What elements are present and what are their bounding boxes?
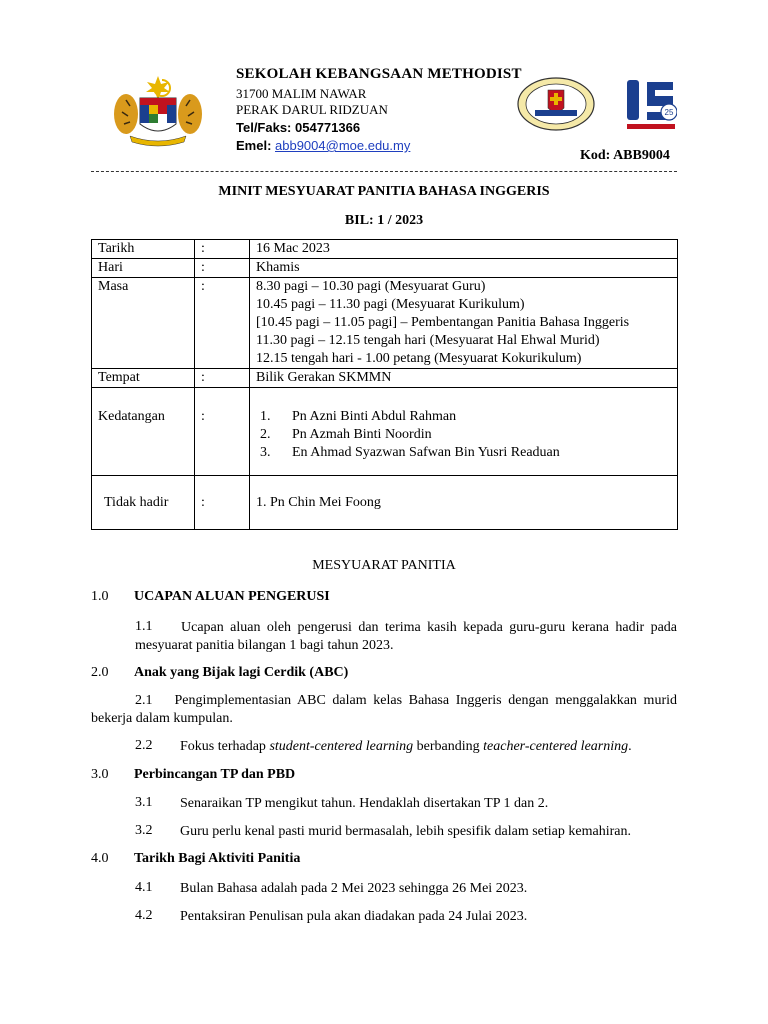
heading-4: Tarikh Bagi Aktiviti Panitia (134, 851, 301, 866)
school-badge-icon (515, 76, 597, 132)
item-1-1: Ucapan aluan oleh pengerusi dan terima kasih kepada guru-guru kerana hadir pada mesyuarat panitia bilangan 1 bagi tahun 2023. (135, 620, 677, 653)
header-divider (91, 171, 677, 172)
email-label: Emel: (236, 138, 276, 153)
colon: : (195, 259, 250, 278)
tarikh-label: Tarikh (92, 240, 195, 259)
list-item: 2. Pn Azmah Binti Noordin (260, 427, 432, 442)
heading-1: UCAPAN ALUAN PENGERUSI (134, 589, 330, 604)
section-title: MESYUARAT PANITIA (312, 558, 456, 573)
document-title: MINIT MESYUARAT PANITIA BAHASA INGGERIS (218, 184, 550, 199)
list-item: 3. En Ahmad Syazwan Safwan Bin Yusri Readuan (260, 445, 560, 460)
table-row (92, 476, 678, 530)
table-row (92, 259, 678, 278)
table-row (92, 369, 678, 388)
tel-fax: Tel/Faks: 054771366 (236, 120, 361, 135)
item-4-1: Bulan Bahasa adalah pada 2 Mei 2023 sehingga 26 Mei 2023. (180, 881, 528, 896)
tempat-label: Tempat (92, 369, 195, 388)
email-link[interactable]: abb9004@moe.edu.my (275, 138, 411, 153)
school-code: Kod: ABB9004 (580, 148, 670, 163)
tempat-value: Bilik Gerakan SKMMN (250, 369, 678, 388)
school-name: SEKOLAH KEBANGSAAN METHODIST (236, 66, 522, 82)
address-line-1: 31700 MALIM NAWAR (236, 86, 367, 101)
hari-label: Hari (92, 259, 195, 278)
table-row (92, 388, 678, 476)
kedatangan-value (250, 388, 678, 476)
table-row (92, 278, 678, 369)
item-2-2: Fokus terhadap student-centered learning berbanding teacher-centered learning. (180, 739, 632, 754)
masa-line: 10.45 pagi – 11.30 pagi (Mesyuarat Kurikulum) (256, 297, 525, 312)
item-4-2: Pentaksiran Penulisan pula akan diadakan pada 24 Julai 2023. (180, 909, 528, 924)
colon: : (195, 388, 250, 476)
item-3-2: Guru perlu kenal pasti murid bermasalah, lebih spesifik dalam setiap kemahiran. (180, 824, 631, 839)
colon: : (195, 476, 250, 530)
masa-line: [10.45 pagi – 11.05 pagi] – Pembentangan Panitia Bahasa Inggeris (256, 315, 630, 330)
tidak-hadir-label: Tidak hadir (92, 476, 195, 530)
list-item: 1. Pn Azni Binti Abdul Rahman (260, 409, 457, 424)
coat-of-arms-icon (112, 74, 204, 148)
tidak-hadir-value: 1. Pn Chin Mei Foong (250, 476, 678, 530)
table-row (92, 240, 678, 259)
address-line-2: PERAK DARUL RIDZUAN (236, 102, 388, 117)
heading-2: Anak yang Bijak lagi Cerdik (ABC) (134, 665, 349, 680)
masa-value (250, 278, 678, 369)
ministry-logo-icon (625, 76, 677, 132)
heading-number: 2.0 (91, 665, 109, 680)
masa-line: 12.15 tengah hari - 1.00 petang (Mesyuarat Kokurikulum) (256, 351, 582, 366)
heading-number: 3.0 (91, 767, 109, 782)
email-row (236, 138, 410, 153)
kedatangan-label: Kedatangan (92, 388, 195, 476)
colon: : (195, 278, 250, 369)
colon: : (195, 240, 250, 259)
hari-value: Khamis (250, 259, 678, 278)
heading-number: 1.0 (91, 589, 109, 604)
item-number: 4.1 (135, 880, 153, 895)
masa-line: 11.30 pagi – 12.15 tengah hari (Mesyuarat Hal Ehwal Murid) (256, 333, 600, 348)
item-number: 2.2 (135, 738, 153, 753)
item-3-1: Senaraikan TP mengikut tahun. Hendaklah disertakan TP 1 dan 2. (180, 796, 549, 811)
logo-25-text: 25 (664, 108, 674, 117)
item-number: 3.2 (135, 823, 153, 838)
item-number: 3.1 (135, 795, 153, 810)
item-2-1: 2.1 Pengimplementasian ABC dalam kelas Bahasa Inggeris dengan menggalakkan murid bekerja dalam kumpulan. (91, 693, 677, 726)
heading-number: 4.0 (91, 851, 109, 866)
meeting-number: BIL: 1 / 2023 (344, 213, 424, 228)
meeting-info-table (91, 239, 678, 530)
item-number: 4.2 (135, 908, 153, 923)
masa-line: 8.30 pagi – 10.30 pagi (Mesyuarat Guru) (256, 279, 486, 294)
masa-label: Masa (92, 278, 195, 369)
item-number: 1.1 (135, 619, 153, 634)
heading-3: Perbincangan TP dan PBD (134, 767, 296, 782)
tarikh-value: 16 Mac 2023 (250, 240, 678, 259)
colon: : (195, 369, 250, 388)
